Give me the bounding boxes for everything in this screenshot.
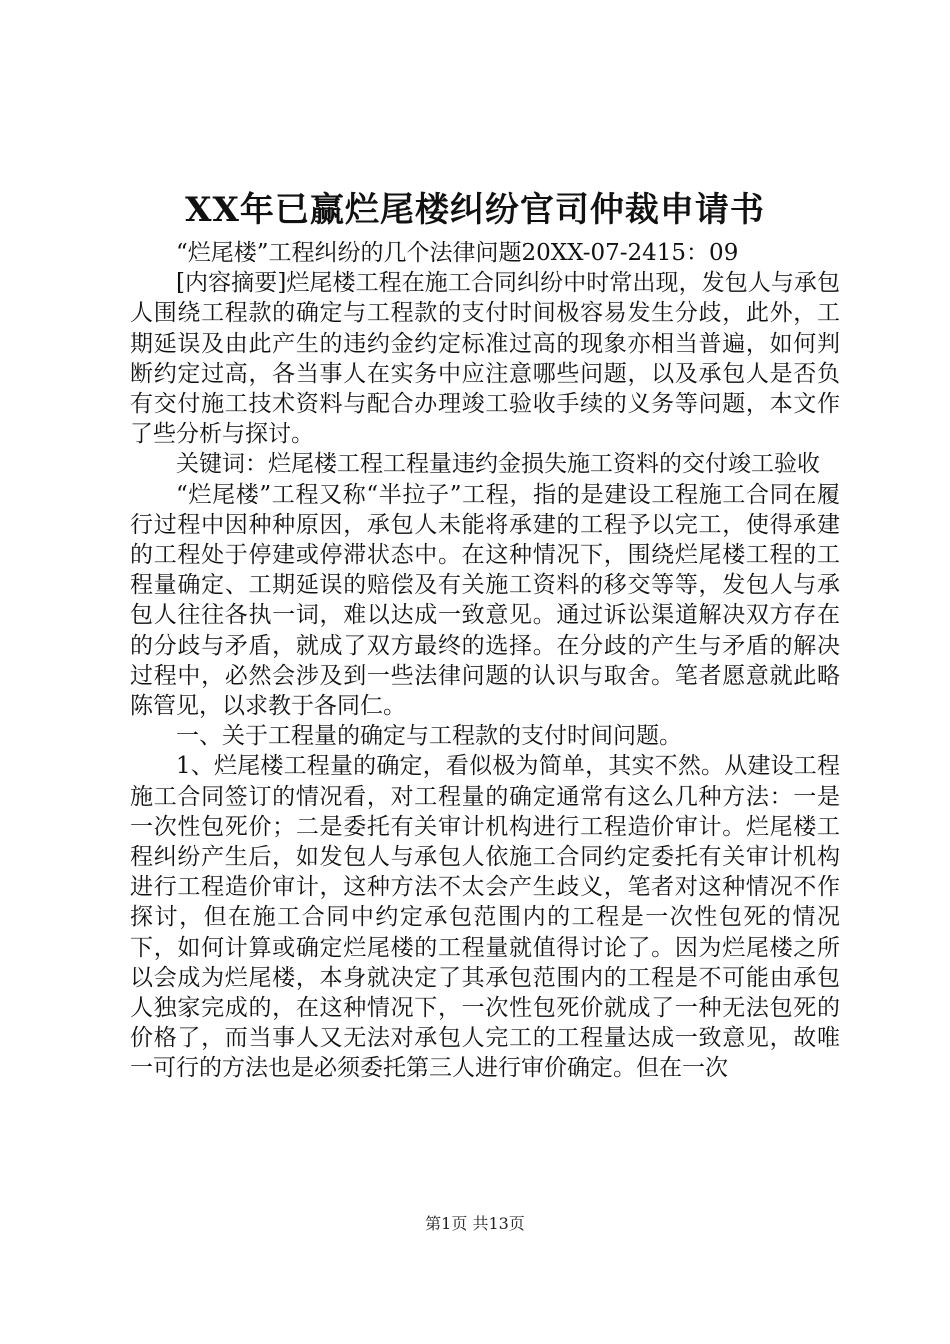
document-title: XX年已赢烂尾楼纠纷官司仲裁申请书 (185, 190, 765, 230)
section-paragraph: 1、烂尾楼工程量的确定，看似极为简单，其实不然。从建设工程施工合同签订的情况看，对工程量的确定通常有这么几种方法：一是一次性包死价；二是委托有关审计机构进行工程造价审计。烂尾楼工程纠纷产生后，如发包人与承包人依施工合同约定委托有关审计机构进行工程造价审计，这种方法不太会产生歧义，笔者对这种情况不作探讨，但在施工合同中约定承包范围内的工程是一次性包死的情况下，如何计算或确定烂尾楼的工程量就值得讨论了。因为烂尾楼之所以会成为烂尾楼，本身就决定了其承包范围内的工程是不可能由承包人独家完成的，在这种情况下，一次性包死价就成了一种无法包死的价格了，而当事人又无法对承包人完工的工程量达成一致意见，故唯一可行的方法也是必须委托第三人进行审价确定。但在一次 (130, 753, 840, 1082)
abstract-paragraph: [内容摘要]烂尾楼工程在施工合同纠纷中时常出现，发包人与承包人围绕工程款的确定与工程款的支付时间极容易发生分歧，此外，工期延误及由此产生的违约金约定标准过高的现象亦相当普遍，如何判断约定过高，各当事人在实务中应注意哪些问题，以及承包人是否负有交付施工技术资料与配合办理竣工验收手续的义务等问题，本文作了些分析与探讨。 (130, 270, 840, 448)
keywords-paragraph: 关键词：烂尾楼工程工程量违约金损失施工资料的交付竣工验收 (176, 451, 820, 478)
section-heading: 一、关于工程量的确定与工程款的支付时间问题。 (176, 723, 682, 750)
subtitle-paragraph: “烂尾楼”工程纠纷的几个法律问题20XX-07-2415：09 (176, 240, 739, 266)
document-body (130, 238, 840, 1084)
page-footer: 第1页 共13页 (425, 1214, 525, 1233)
intro-paragraph: “烂尾楼”工程又称“半拉子”工程，指的是建设工程施工合同在履行过程中因种种原因，承包人未能将承建的工程予以完工，使得承建的工程处于停建或停滞状态中。在这种情况下，围绕烂尾楼工程的工程量确定、工期延误的赔偿及有关施工资料的移交等等，发包人与承包人往往各执一词，难以达成一致意见。通过诉讼渠道解决双方存在的分歧与矛盾，就成了双方最终的选择。在分歧的产生与矛盾的解决过程中，必然会涉及到一些法律问题的认识与取舍。笔者愿意就此略陈管见，以求教于各同仁。 (130, 481, 840, 720)
